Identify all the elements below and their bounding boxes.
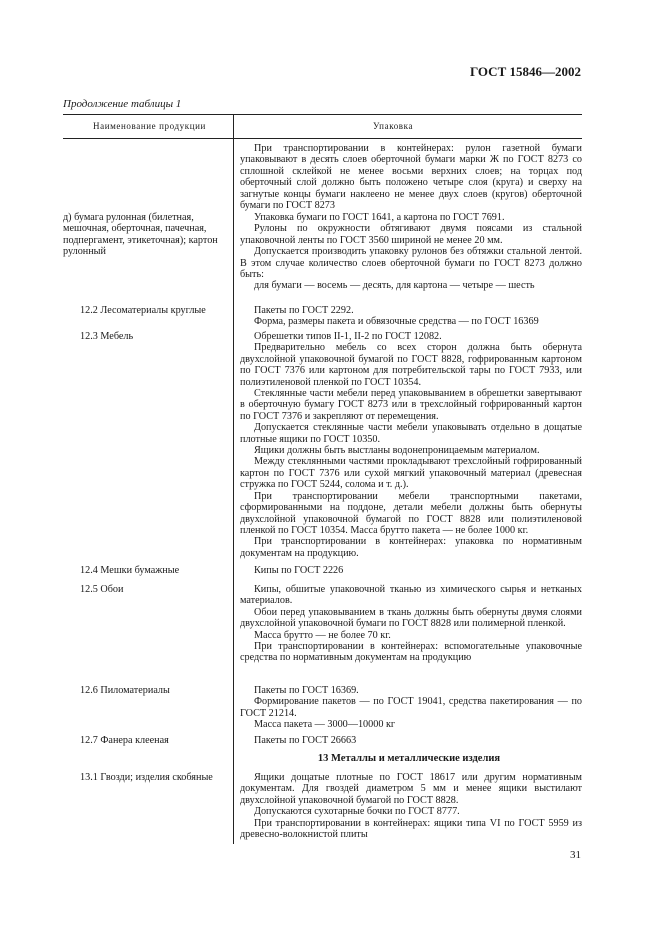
product-cell: 12.6 Пиломатериалы bbox=[80, 685, 170, 696]
packing-paragraph: Форма, размеры пакета и обвязочные средства — по ГОСТ 16369 bbox=[254, 316, 539, 328]
table-top-rule bbox=[63, 114, 582, 115]
packing-paragraph: Допускается производить упаковку рулонов без обтяжки стальной лентой. В этом случае количество слоев оберточной бумаги по ГОСТ 8273 должно быть: bbox=[240, 246, 582, 281]
product-cell: д) бумага рулонная (билетная, мешочная, оберточная, пачечная, подпергамент, этикеточная); картон рулонный bbox=[63, 212, 218, 258]
packing-paragraph: Стеклянные части мебели перед упаковыванием в обрешетки завертывают в оберточную бумагу ГОСТ 8273 или в трехслойный гофрированный картон по ГОСТ 7376 и закрепляют от перемещения. bbox=[240, 388, 582, 422]
packing-paragraph: Ящики дощатые плотные по ГОСТ 18617 или другим нормативным документам. Для гвоздей диаметром 5 мм и менее ящики выстилают двухслойной упаковочной бумагой по ГОСТ 8828. bbox=[240, 772, 582, 806]
packing-paragraph: Обои перед упаковыванием в ткань должны быть обернуты двумя слоями двухслойной упаковочной бумаги по ГОСТ 8828 или полимерной пленкой. bbox=[240, 606, 582, 630]
packing-paragraph: Масса пакета — 3000—10000 кг bbox=[254, 719, 396, 731]
table-row bbox=[240, 584, 582, 664]
table-continuation-caption: Продолжение таблицы 1 bbox=[63, 98, 182, 110]
packing-paragraph: Кипы, обшитые упаковочной тканью из химического сырья и нетканых материалов. bbox=[240, 584, 582, 607]
packing-paragraph: При транспортировании в контейнерах: рулон газетной бумаги упаковывают в десять слоев оберточной бумаги марки Ж по ГОСТ 8273 со сплошной склейкой не менее восьми верхних слоев; на торцах под оберточный слой должно быть положено четыре слоя (круга) и сверху на загнутые концы бумаги наклеено не менее двух слоев (кругов) оберточной бумаги по ГОСТ 8273 bbox=[240, 143, 582, 212]
product-cell: 12.3 Мебель bbox=[80, 331, 134, 342]
packing-paragraph: Допускается стеклянные части мебели упаковывать отдельно в дощатые плотные ящики по ГОСТ 10350. bbox=[240, 422, 582, 445]
packing-paragraph: При транспортировании мебели транспортными пакетами, сформированными на поддоне, детали мебели должны быть обернуты двухслойной упаковочной бумагой по ГОСТ 8828 или полиэтиленовой пленкой по ГОСТ 10354. Масса брутто пакета — не более 1000 кг. bbox=[240, 490, 582, 536]
packing-paragraph: Обрешетки типов II-1, II-2 по ГОСТ 12082. bbox=[254, 331, 442, 342]
table-row bbox=[240, 685, 582, 731]
product-cell: 12.5 Обои bbox=[80, 584, 124, 595]
table-column-divider bbox=[233, 114, 234, 844]
table-header-rule bbox=[63, 138, 582, 139]
packing-paragraph: для бумаги — восемь — десять, для картона — четыре — шесть bbox=[254, 280, 535, 292]
packing-paragraph: Пакеты по ГОСТ 2292. bbox=[254, 305, 354, 316]
packing-paragraph: Предварительно мебель со всех сторон должна быть обернута двухслойной упаковочной бумагой по ГОСТ 8828, гофрированным картоном по ГОСТ 7376 или картоном для потребительской тары по ГОСТ 7933, или полиэтиленовой пленкой по ГОСТ 10354. bbox=[240, 342, 582, 388]
packing-paragraph: Ящики должны быть выстланы водонепроницаемым материалом. bbox=[254, 445, 540, 457]
packing-paragraph: Пакеты по ГОСТ 26663 bbox=[254, 735, 357, 746]
packing-paragraph: При транспортировании в контейнерах: упаковка по нормативным документам на продукцию. bbox=[240, 536, 582, 559]
packing-paragraph: Допускаются сухотарные бочки по ГОСТ 8777. bbox=[254, 806, 460, 818]
column-header-packing: Упаковка bbox=[373, 121, 414, 131]
product-cell: 12.4 Мешки бумажные bbox=[80, 565, 180, 576]
product-cell: 12.7 Фанера клееная bbox=[80, 735, 169, 746]
table-row bbox=[240, 772, 582, 840]
packing-paragraph: При транспортировании в контейнерах: ящики типа VI по ГОСТ 5959 из древесно-волокнистой плиты bbox=[240, 817, 582, 841]
section-heading: 13 Металлы и металлические изделия bbox=[317, 753, 501, 764]
table-row bbox=[240, 212, 582, 292]
packing-paragraph: Кипы по ГОСТ 2226 bbox=[254, 565, 344, 576]
packing-paragraph: При транспортировании в контейнерах: вспомогательные упаковочные средства по нормативным документам на продукцию bbox=[240, 641, 582, 664]
product-cell: 13.1 Гвозди; изделия скобяные bbox=[80, 772, 213, 783]
document-standard-header: ГОСТ 15846—2002 bbox=[469, 64, 581, 79]
packing-paragraph: Пакеты по ГОСТ 16369. bbox=[254, 685, 359, 696]
table-row bbox=[240, 143, 582, 211]
packing-paragraph: Рулоны по окружности обтягивают двумя поясами из стальной упаковочной ленты по ГОСТ 3560 шириной не менее 20 мм. bbox=[240, 223, 582, 246]
table-row bbox=[240, 305, 582, 328]
packing-paragraph: Формирование пакетов — по ГОСТ 19041, средства пакетирования — по ГОСТ 21214. bbox=[240, 696, 582, 719]
product-cell: 12.2 Лесоматериалы круглые bbox=[80, 305, 206, 316]
packing-paragraph: Между стеклянными частями прокладывают трехслойный гофрированный картон по ГОСТ 7376 или сухой мягкий упаковочный материал (древесная стружка по ГОСТ 5244, солома и т. д.). bbox=[240, 456, 582, 491]
column-header-product: Наименование продукции bbox=[93, 121, 206, 131]
table-row bbox=[240, 565, 582, 576]
table-row bbox=[240, 735, 582, 746]
page-number: 31 bbox=[570, 849, 581, 861]
packing-paragraph: Масса брутто — не более 70 кг. bbox=[254, 629, 391, 641]
table-row bbox=[240, 331, 582, 559]
packing-paragraph: Упаковка бумаги по ГОСТ 1641, а картона по ГОСТ 7691. bbox=[254, 212, 505, 223]
